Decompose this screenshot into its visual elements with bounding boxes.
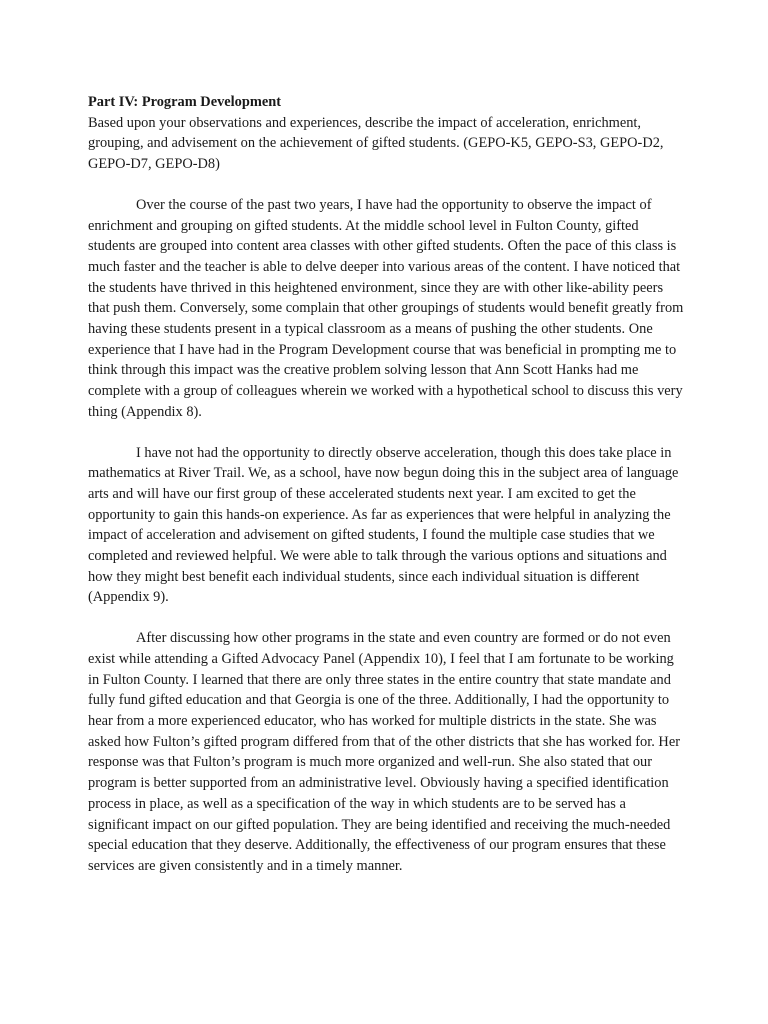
section-heading: Part IV: Program Development: [88, 94, 282, 110]
paragraph-acceleration-advisement: I have not had the opportunity to directly observe acceleration, though this does take place in mathematics at River Trail. We, as a school, have now begun doing this in the subject area of language arts and will have our first group of these accelerated students next year. I am excited to get the opportunity to gain this hands-on experience. As far as experiences that were helpful in analyzing the impact of acceleration and advisement on gifted students, I found the multiple case studies that we completed and reviewed helpful. We were able to talk through the various options and situations and how they might best benefit each individual students, since each individual situation is different (Appendix 9).: [88, 444, 679, 606]
document-page: [88, 92, 688, 877]
paragraph-advocacy-panel: After discussing how other programs in the state and even country are formed or do not even exist while attending a Gifted Advocacy Panel (Appendix 10), I feel that I am fortunate to be working in Fulton County. I learned that there are only three states in the entire country that state mandate and fully fund gifted education and that Georgia is one of the three. Additionally, I had the opportunity to hear from a more experienced educator, who has worked for multiple districts in the state. She was asked how Fulton’s gifted program differed from that of the other districts that she has worked for. Her response was that Fulton’s program is much more organized and well-run. She also stated that our program is better supported from an administrative level. Obviously having a specified identification process in place, as well as a specification of the way in which students are to be served has a significant impact on our gifted population. They are being identified and receiving the much-needed special education that they deserve. Additionally, the effectiveness of our program ensures that these services are given consistently and in a timely manner.: [88, 630, 681, 874]
section-prompt: Based upon your observations and experiences, describe the impact of acceleration, enrichment, grouping, and advisement on the achievement of gifted students. (GEPO-K5, GEPO-S3, GEPO-D2, GEPO-D7, GEPO-D8): [88, 114, 664, 173]
paragraph-enrichment-grouping: Over the course of the past two years, I have had the opportunity to observe the impact of enrichment and grouping on gifted students. At the middle school level in Fulton County, gifted students are grouped into content area classes with other gifted students. Often the pace of this class is much faster and the teacher is able to delve deeper into various areas of the content. I have noticed that the students have thrived in this heightened environment, since they are with other like-ability peers that push them. Conversely, some complain that other groupings of students would benefit greatly from having these students present in a typical classroom as a means of pushing the other students. One experience that I have had in the Program Development course that was beneficial in prompting me to think through this impact was the creative problem solving lesson that Ann Scott Hanks had me complete with a group of colleagues wherein we worked with a hypothetical school to discuss this very thing (Appendix 8).: [88, 196, 684, 420]
